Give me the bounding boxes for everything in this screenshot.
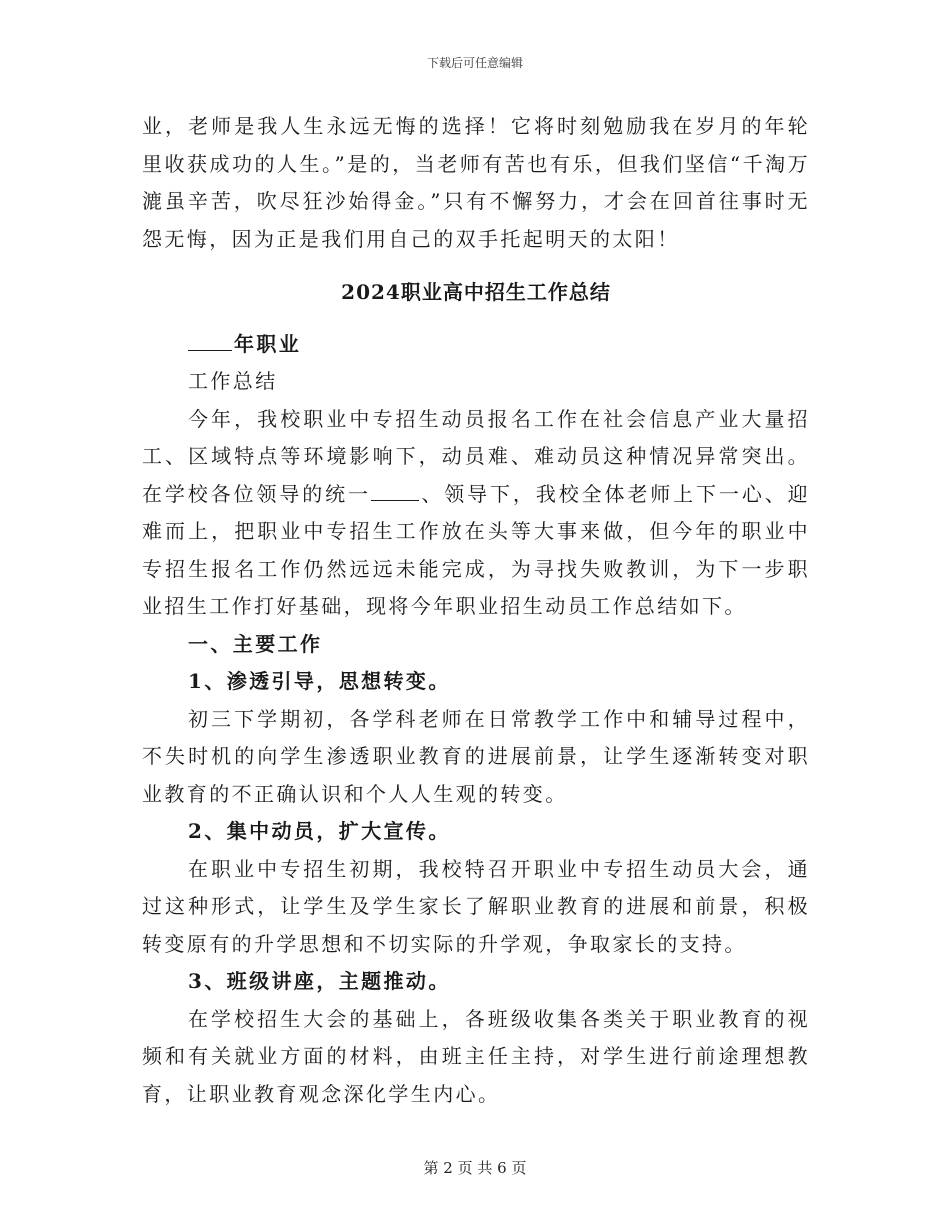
paragraph-1 [142, 401, 810, 626]
section-1-heading: 一、主要工作 [188, 631, 323, 656]
document-body [142, 108, 810, 1113]
intro-paragraph: 业，老师是我人生永远无悔的选择！它将时刻勉励我在岁月的年轮里收获成功的人生。”是的，当老师有苦也有乐，但我们坚信“千淘万漉虽辛苦，吹尽狂沙始得金。”只有不懈努力，才会在回首往事时无怨无悔，因为正是我们用自己的双手托起明天的太阳！ [142, 114, 810, 251]
paragraph-1-part-a: 今年，我校职业中专招生动员报名工作在社会信息产业大量招工、区域特点等环境影响下，动员难、难动员这种情况异常突出。在学校各位领导的统一 [142, 406, 810, 506]
subtitle-line-2: 工作总结 [188, 369, 278, 393]
fill-in-blank [371, 480, 419, 501]
page-footer: 第 2 页 共 6 页 [423, 1159, 527, 1177]
paragraph-1-part-b: 、领导下，我校全体老师上下一心、迎难而上，把职业中专招生工作放在头等大事来做，但今年的职业中专招生报名工作仍然远远未能完成，为寻找失败教训，为下一步职业招生工作打好基础，现将今年职业招生动员工作总结如下。 [142, 481, 810, 618]
item-2-heading: 2、集中动员，扩大宣传。 [188, 819, 451, 843]
item-3-body: 在学校招生大会的基础上，各班级收集各类关于职业教育的视频和有关就业方面的材料，由班主任主持，对学生进行前途理想教育，让职业教育观念深化学生内心。 [142, 1006, 810, 1106]
fill-in-blank [188, 330, 232, 351]
subtitle-line [142, 326, 810, 364]
subtitle-suffix: 年职业 [234, 331, 302, 356]
header-note: 下载后可任意编辑 [426, 56, 523, 70]
document-title: 2024职业高中招生工作总结 [341, 280, 611, 304]
item-3-heading: 3、班级讲座，主题推动。 [188, 969, 451, 993]
item-2-body: 在职业中专招生初期，我校特召开职业中专招生动员大会，通过这种形式，让学生及学生家长了解职业教育的进展和前景，积极转变原有的升学思想和不切实际的升学观，争取家长的支持。 [142, 856, 810, 956]
item-1-heading: 1、渗透引导，思想转变。 [188, 669, 451, 693]
item-1-body: 初三下学期初，各学科老师在日常教学工作中和辅导过程中，不失时机的向学生渗透职业教育的进展前景，让学生逐渐转变对职业教育的不正确认识和个人人生观的转变。 [142, 706, 810, 806]
